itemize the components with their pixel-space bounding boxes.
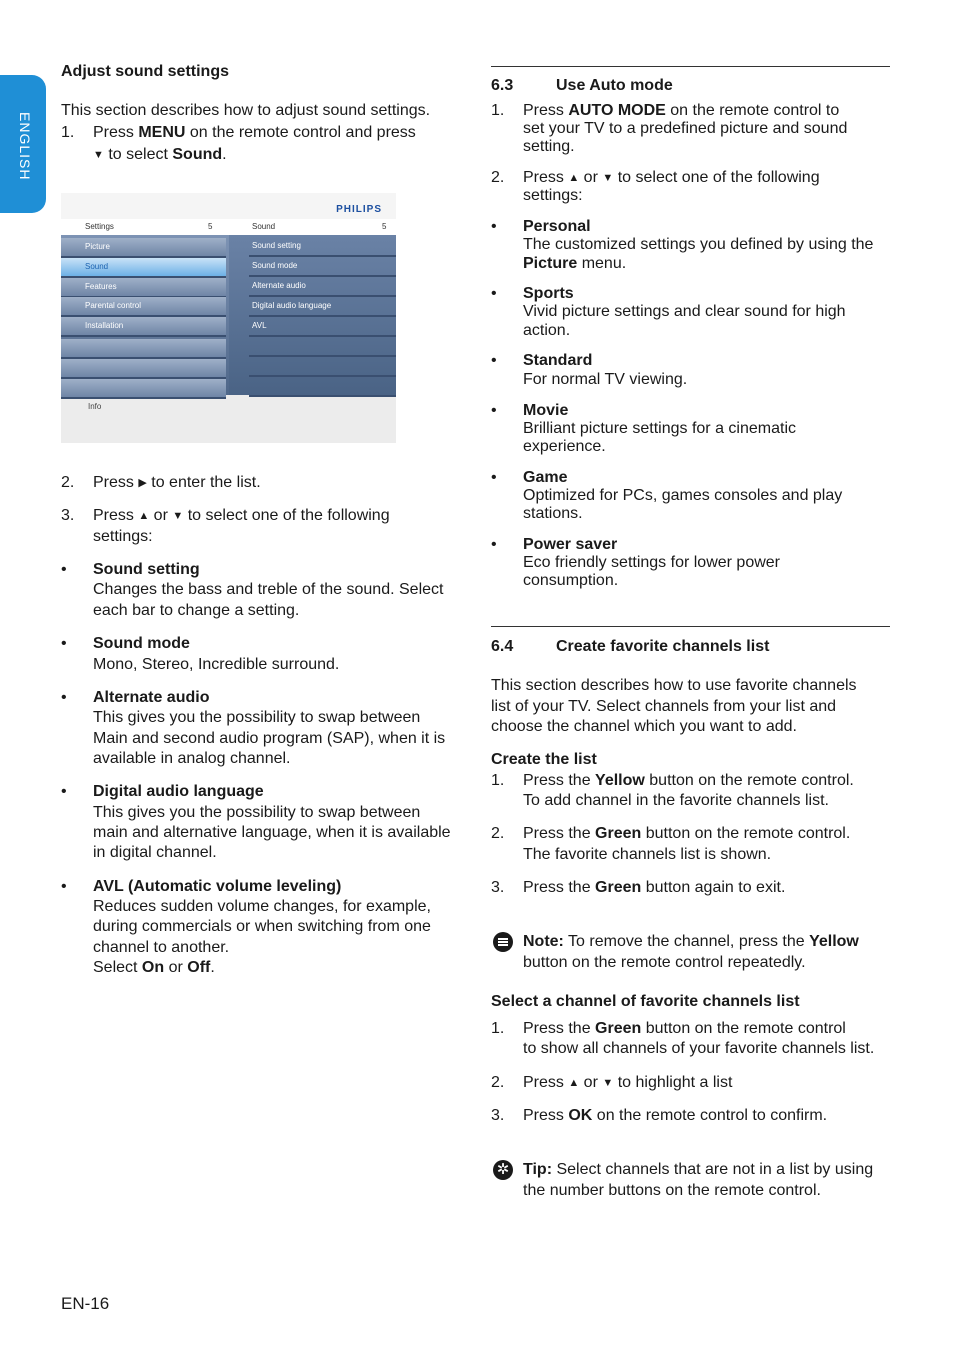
favorites-intro: This section describes how to use favorite channels bbox=[491, 677, 857, 694]
menu-item-empty bbox=[61, 359, 226, 379]
tv-menu-screenshot bbox=[61, 193, 396, 443]
down-arrow-icon: ▼ bbox=[602, 172, 614, 184]
intro-text: This section describes how to adjust sound settings. bbox=[61, 102, 431, 119]
submenu-item-empty bbox=[249, 377, 396, 397]
submenu-item-empty bbox=[249, 357, 396, 377]
menu-item-empty bbox=[61, 379, 226, 399]
menu-item-installation[interactable]: Installation bbox=[61, 317, 226, 337]
menu-item-empty bbox=[61, 339, 226, 359]
divider bbox=[491, 626, 890, 627]
down-arrow-icon: ▼ bbox=[93, 149, 104, 161]
submenu-item-digital-audio-language[interactable]: Digital audio language bbox=[249, 297, 396, 317]
up-arrow-icon: ▲ bbox=[568, 172, 580, 184]
tip-text: Tip: Select channels that are not in a list by using bbox=[523, 1161, 874, 1178]
submenu-item-empty bbox=[249, 337, 396, 357]
page-number: EN-16 bbox=[61, 1294, 110, 1313]
select-channel-heading: Select a channel of favorite channels list bbox=[491, 993, 800, 1010]
section-number-6-4: 6.4 bbox=[491, 638, 514, 655]
menu-item-features[interactable]: Features bbox=[61, 278, 226, 298]
menu-item-picture[interactable]: Picture bbox=[61, 238, 226, 258]
menu-item-sound[interactable]: Sound bbox=[61, 258, 226, 278]
tip-icon: ✲ bbox=[493, 1160, 513, 1180]
section-title-favorites: Create favorite channels list bbox=[556, 638, 770, 655]
submenu-item-sound-mode[interactable]: Sound mode bbox=[249, 257, 396, 277]
create-list-heading: Create the list bbox=[491, 751, 597, 768]
divider bbox=[491, 66, 890, 67]
submenu-item-sound-setting[interactable]: Sound setting bbox=[249, 237, 396, 257]
philips-logo: PHILIPS bbox=[336, 204, 382, 215]
section-title-auto-mode: Use Auto mode bbox=[556, 77, 673, 94]
up-arrow-icon: ▲ bbox=[568, 1077, 580, 1089]
section-heading-sound: Adjust sound settings bbox=[61, 63, 229, 80]
menu-header: Settings 5 Sound 5 bbox=[61, 219, 396, 235]
language-tab-label: ENGLISH bbox=[17, 112, 33, 181]
up-arrow-icon: ▲ bbox=[138, 510, 150, 522]
submenu-item-alternate-audio[interactable]: Alternate audio bbox=[249, 277, 396, 297]
favorites-intro: choose the channel which you want to add. bbox=[491, 718, 797, 735]
note-icon bbox=[493, 932, 513, 952]
favorites-intro: list of your TV. Select channels from your list and bbox=[491, 698, 837, 715]
note-text: Note: To remove the channel, press the Yellow bbox=[523, 933, 859, 950]
submenu-item-avl[interactable]: AVL bbox=[249, 317, 396, 337]
menu-item-parental-control[interactable]: Parental control bbox=[61, 297, 226, 317]
info-label: Info bbox=[88, 402, 102, 411]
down-arrow-icon: ▼ bbox=[172, 510, 184, 522]
down-arrow-icon: ▼ bbox=[602, 1077, 614, 1089]
section-number-6-3: 6.3 bbox=[491, 77, 514, 94]
right-arrow-icon: ▶ bbox=[138, 477, 147, 489]
submenu-panel bbox=[229, 235, 396, 395]
